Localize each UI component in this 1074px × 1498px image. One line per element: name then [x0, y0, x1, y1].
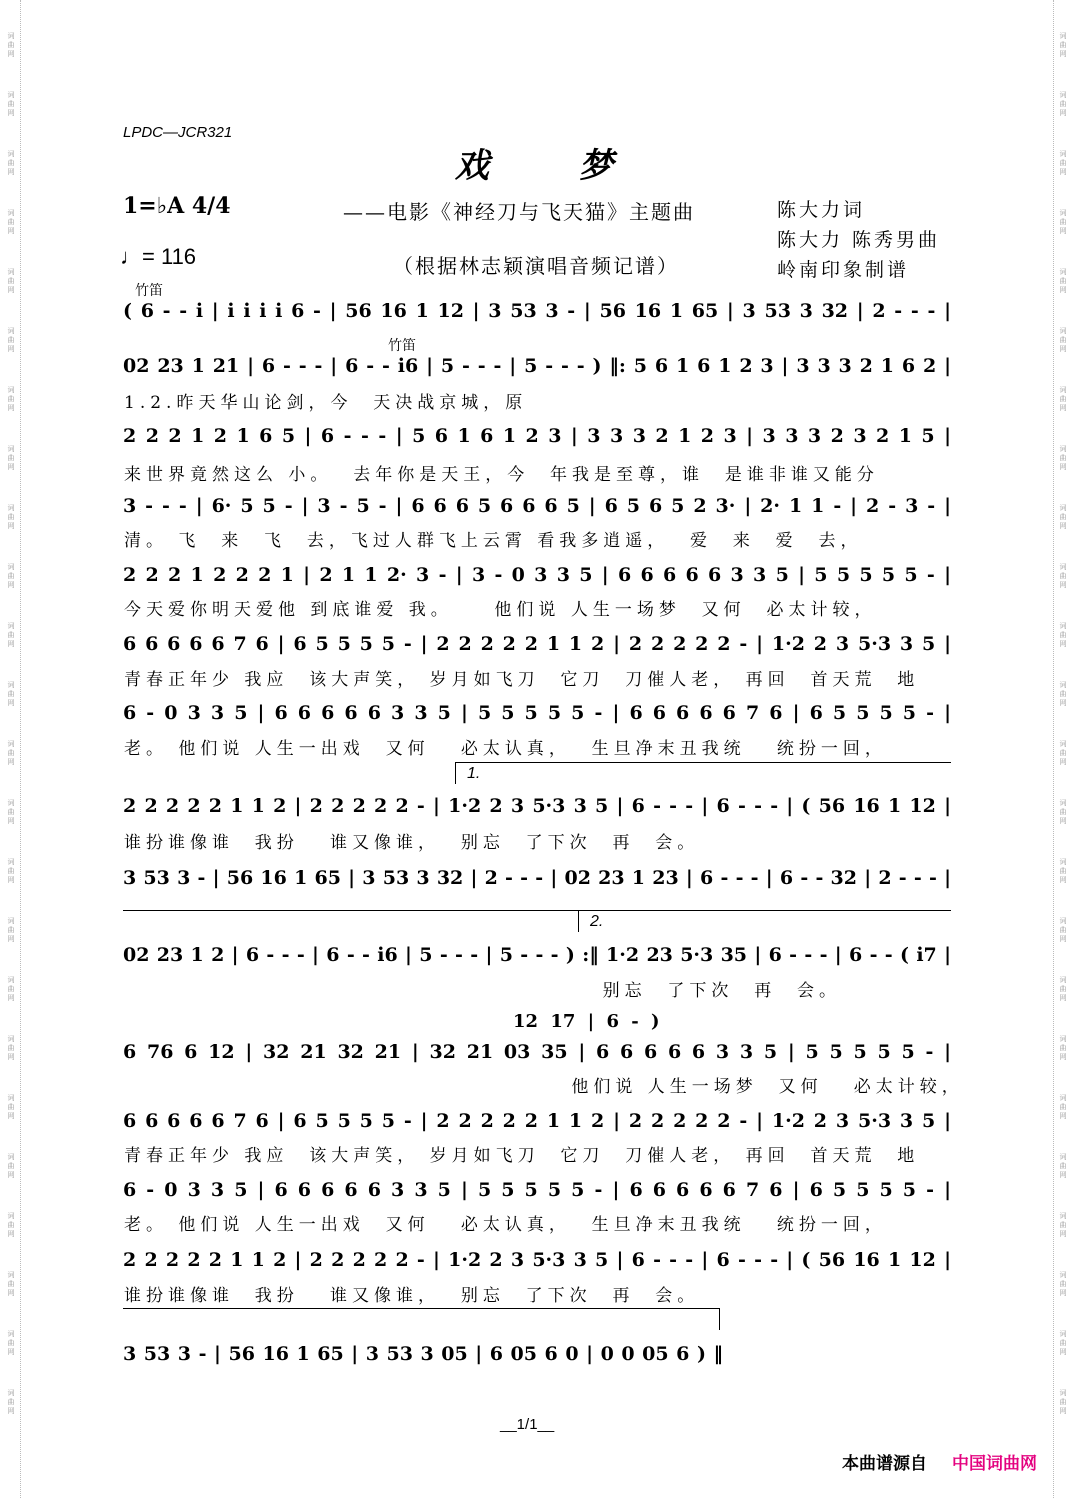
watermark-text: 词曲网: [7, 268, 15, 294]
source-site-link[interactable]: 中国词曲网: [952, 1454, 1037, 1474]
watermark-text: 词曲网: [7, 209, 15, 235]
source-label: 本曲谱源自: [842, 1454, 927, 1474]
watermark-text: 词曲网: [7, 622, 15, 648]
watermark-text: 词曲网: [1059, 799, 1067, 825]
watermark-text: 词曲网: [7, 386, 15, 412]
watermark-text: 词曲网: [7, 917, 15, 943]
key-signature: 1=♭A 4/4: [123, 193, 231, 219]
watermark-text: 词曲网: [1059, 445, 1067, 471]
notation-text: 6 6 6 6 6 7 6 | 6 5 5 5 5 - | 2 2 2 2 2 1 1 2 | 2 2 2 2 2 - | 1·2 2 3 5·3 3 5 |: [123, 1110, 951, 1132]
notation-line: [123, 795, 951, 817]
lyricist: 陈大力词: [777, 199, 866, 221]
ending-line: [123, 1308, 719, 1309]
watermark-text: 词曲网: [1059, 209, 1067, 235]
notation-line: [123, 1041, 951, 1063]
watermark-text: 词曲网: [7, 1389, 15, 1415]
watermark-text: 词曲网: [1059, 1330, 1067, 1356]
watermark-text: 词曲网: [7, 1094, 15, 1120]
lyrics-line: 谁扮谁像谁 我扮 谁又像谁， 别忘 了下次 再 会。: [124, 1286, 700, 1306]
lyrics-line: 老。 他们说 人生一出戏 又何 必太认真， 生旦净末丑我统 统扮一回，: [124, 1215, 887, 1235]
watermark-text: 词曲网: [7, 1271, 15, 1297]
volta-1-bracket: [455, 762, 951, 763]
watermark-text: 词曲网: [7, 1035, 15, 1061]
watermark-text: 词曲网: [1059, 622, 1067, 648]
notation-line: [123, 564, 951, 586]
watermark-text: 词曲网: [1059, 1094, 1067, 1120]
notation-line: [123, 633, 951, 655]
watermark-text: 词曲网: [7, 327, 15, 353]
lyrics-line: 别忘 了下次 再 会。: [124, 981, 841, 1001]
lyrics-line: 今天爱你明天爱他 到底谁爱 我。 他们说 人生一场梦 又何 必太计较，: [124, 600, 877, 620]
watermark-text: 词曲网: [1059, 681, 1067, 707]
notation-text: 2 2 2 2 2 1 1 2 | 2 2 2 2 2 - | 1·2 2 3 5·3 3 5 | 6 - - - | 6 - - - | ( 56 16 1 12 |: [123, 1249, 951, 1271]
score-annotation: 竹笛: [388, 337, 416, 353]
notation-line: [123, 300, 951, 322]
watermark-text: 词曲网: [1059, 1271, 1067, 1297]
notation-text: 3 53 3 - | 56 16 1 65 | 3 53 3 05 | 6 05 6 0 | 0 0 05 6 ) ‖: [123, 1343, 723, 1365]
score-annotation: 12 17 | 6 - ): [513, 1011, 660, 1032]
subtitle: ——电影《神经刀与飞天猫》主题曲: [343, 200, 695, 224]
notation-text: 02 23 1 21 | 6 - - - | 6 - - i6 | 5 - - - | 5 - - - ) ‖: 5 6 1 6 1 2 3 | 3 3 3 2 1 6 2 |: [123, 355, 951, 377]
notation-text: 3 53 3 - | 56 16 1 65 | 3 53 3 32 | 2 - - - | 02 23 1 23 | 6 - - - | 6 - - 32 | 2 - - - |: [123, 867, 951, 889]
lyrics-line: 老。 他们说 人生一出戏 又何 必太认真， 生旦净末丑我统 统扮一回，: [124, 739, 887, 759]
notation-text: 6 - 0 3 3 5 | 6 6 6 6 6 3 3 5 | 5 5 5 5 5 - | 6 6 6 6 6 7 6 | 6 5 5 5 5 - |: [123, 702, 951, 724]
notation-text: 3 - - - | 6· 5 5 - | 3 - 5 - | 6 6 6 5 6 6 6 5 | 6 5 6 5 2 3· | 2· 1 1 - | 2 - 3 - |: [123, 495, 951, 517]
watermark-text: 词曲网: [7, 91, 15, 117]
watermark-text: 词曲网: [1059, 917, 1067, 943]
ending-line-right: [719, 1308, 720, 1330]
arranger: 岭南印象制谱: [777, 259, 910, 281]
notation-text: ( 6 - - i | i i i i 6 - | 56 16 1 12 | 3 53 3 - | 56 16 1 65 | 3 53 3 32 | 2 - - - |: [123, 300, 951, 322]
lyrics-line: 清。 飞 来 飞 去，飞过人群飞上云霄 看我多逍遥， 爱 来 爱 去，: [124, 531, 863, 551]
watermark-text: 词曲网: [1059, 386, 1067, 412]
song-title: 戏梦: [455, 146, 703, 186]
watermark-text: 词曲网: [7, 858, 15, 884]
watermark-text: 词曲网: [7, 32, 15, 58]
watermark-text: 词曲网: [1059, 740, 1067, 766]
score-annotation: 1.: [467, 765, 481, 782]
lyrics-line: 1.2.昨天华山论剑，今 天决战京城，原: [124, 393, 528, 413]
notation-line: [123, 1179, 951, 1201]
notation-text: 6 - 0 3 3 5 | 6 6 6 6 6 3 3 5 | 5 5 5 5 5 - | 6 6 6 6 6 7 6 | 6 5 5 5 5 - |: [123, 1179, 951, 1201]
notation-text: 2 2 2 1 2 1 6 5 | 6 - - - | 5 6 1 6 1 2 3 | 3 3 3 2 1 2 3 | 3 3 3 2 3 2 1 5 |: [123, 425, 951, 447]
notation-line: [123, 1343, 723, 1365]
watermark-text: 词曲网: [7, 1212, 15, 1238]
lyrics-line: 他们说 人生一场梦 又何 必太计较，: [124, 1077, 964, 1097]
watermark-text: 词曲网: [1059, 1153, 1067, 1179]
watermark-text: 词曲网: [1059, 1035, 1067, 1061]
notation-line: [123, 702, 951, 724]
composer: 陈大力 陈秀男曲: [777, 229, 941, 251]
notation-line: [123, 1110, 951, 1132]
watermark-text: 词曲网: [1059, 563, 1067, 589]
watermark-text: 词曲网: [7, 445, 15, 471]
volta-line: [123, 910, 951, 911]
lyrics-line: 青春正年少 我应 该大声笑， 岁月如飞刀 它刀 刀催人老， 再回 首天荒 地: [124, 1146, 920, 1166]
watermark-text: 词曲网: [7, 504, 15, 530]
watermark-text: 词曲网: [1059, 976, 1067, 1002]
watermark-text: 词曲网: [7, 976, 15, 1002]
tempo-marking: ♩= 116: [120, 244, 197, 269]
lyrics-line: 来世界竟然这么 小。 去年你是天王，今 年我是至尊，谁 是谁非谁又能分: [124, 465, 879, 485]
score-annotation: 2.: [590, 913, 604, 930]
volta-1-bracket-left: [455, 762, 456, 784]
lyrics-line: 青春正年少 我应 该大声笑， 岁月如飞刀 它刀 刀催人老， 再回 首天荒 地: [124, 670, 920, 690]
watermark-text: 词曲网: [1059, 858, 1067, 884]
watermark-text: 词曲网: [7, 1330, 15, 1356]
watermark-text: 词曲网: [7, 681, 15, 707]
notation-text: 02 23 1 2 | 6 - - - | 6 - - i6 | 5 - - - | 5 - - - ) :‖ 1·2 23 5·3 35 | 6 - - - | 6 - - ( i7 |: [123, 944, 951, 966]
notation-line: [123, 867, 951, 889]
watermark-text: 词曲网: [1059, 150, 1067, 176]
watermark-text: 词曲网: [7, 1153, 15, 1179]
watermark-text: 词曲网: [7, 563, 15, 589]
watermark-text: 词曲网: [1059, 1212, 1067, 1238]
lyrics-line: 谁扮谁像谁 我扮 谁又像谁， 别忘 了下次 再 会。: [124, 833, 700, 853]
right-watermark-strip: [1053, 0, 1072, 1498]
score-annotation: 竹笛: [135, 282, 163, 298]
notation-line: [123, 355, 951, 377]
notation-text: 6 6 6 6 6 7 6 | 6 5 5 5 5 - | 2 2 2 2 2 1 1 2 | 2 2 2 2 2 - | 1·2 2 3 5·3 3 5 |: [123, 633, 951, 655]
notation-line: [123, 495, 951, 517]
notation-line: [123, 1249, 951, 1271]
watermark-text: 词曲网: [1059, 1389, 1067, 1415]
notation-text: 2 2 2 1 2 2 2 1 | 2 1 1 2· 3 - | 3 - 0 3 3 5 | 6 6 6 6 6 3 3 5 | 5 5 5 5 5 - |: [123, 564, 951, 586]
watermark-text: 词曲网: [1059, 32, 1067, 58]
transcription-note: （根据林志颖演唱音频记谱）: [393, 254, 679, 278]
watermark-text: 词曲网: [1059, 327, 1067, 353]
score-code: LPDC—JCR321: [123, 124, 233, 141]
watermark-text: 词曲网: [7, 799, 15, 825]
watermark-text: 词曲网: [7, 150, 15, 176]
volta-2-bracket-left: [578, 910, 579, 932]
notation-text: 2 2 2 2 2 1 1 2 | 2 2 2 2 2 - | 1·2 2 3 5·3 3 5 | 6 - - - | 6 - - - | ( 56 16 1 12 |: [123, 795, 951, 817]
watermark-text: 词曲网: [7, 740, 15, 766]
watermark-text: 词曲网: [1059, 91, 1067, 117]
left-watermark-strip: [2, 0, 21, 1498]
notation-line: [123, 944, 951, 966]
notation-line: [123, 425, 951, 447]
notation-text: 6 76 6 12 | 32 21 32 21 | 32 21 03 35 | 6 6 6 6 6 3 3 5 | 5 5 5 5 5 - |: [123, 1041, 951, 1063]
watermark-text: 词曲网: [1059, 268, 1067, 294]
watermark-text: 词曲网: [1059, 504, 1067, 530]
page-number: __1/1__: [500, 1416, 555, 1433]
